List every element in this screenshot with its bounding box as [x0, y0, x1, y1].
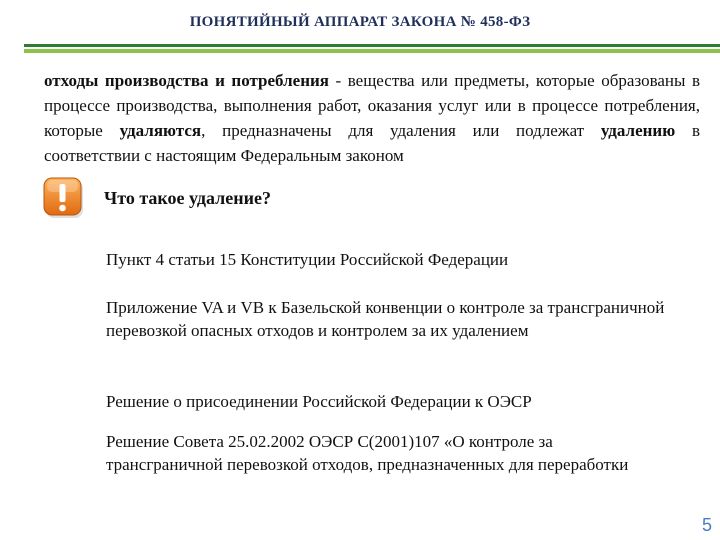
question-heading: Что такое удаление? [104, 188, 271, 208]
header-divider-light [24, 49, 720, 53]
definition-paragraph [44, 68, 700, 168]
header-divider-dark [24, 44, 720, 47]
definition-text-2: , предназначены для удаления или подлежат [201, 121, 601, 140]
definition-term: отходы производства и потребления [44, 71, 329, 90]
definition-text-1: - вещества или предметы, которые образованы в процессе производства, выполнения работ, оказания услуг или в процессе потребления, которые [44, 71, 701, 140]
list-item-oecd-accession: Решение о присоединении Российской Федерации к ОЭСР [106, 392, 532, 411]
page-title: ПОНЯТИЙНЫЙ АППАРАТ ЗАКОНА № 458-ФЗ [189, 14, 531, 30]
list-item-basel-convention: Приложение VA и VB к Базельской конвенции о контроле за трансграничной перевозкой опасных отходов и контролем за их удалением [106, 298, 665, 340]
definition-bold-2: удалению [600, 121, 676, 140]
page-number: 5 [701, 515, 712, 535]
definition-text-3: в соответствии с настоящим Федеральным законом [44, 121, 700, 165]
exclamation-icon [42, 176, 86, 220]
definition-bold-1: удаляются [119, 121, 202, 140]
list-item-oecd-council-decision: Решение Совета 25.02.2002 ОЭСР C(2001)107 «О контроле за трансграничной перевозкой отходов, предназначенных для переработки [106, 432, 629, 474]
list-item-constitution: Пункт 4 статьи 15 Конституции Российской Федерации [106, 250, 509, 269]
